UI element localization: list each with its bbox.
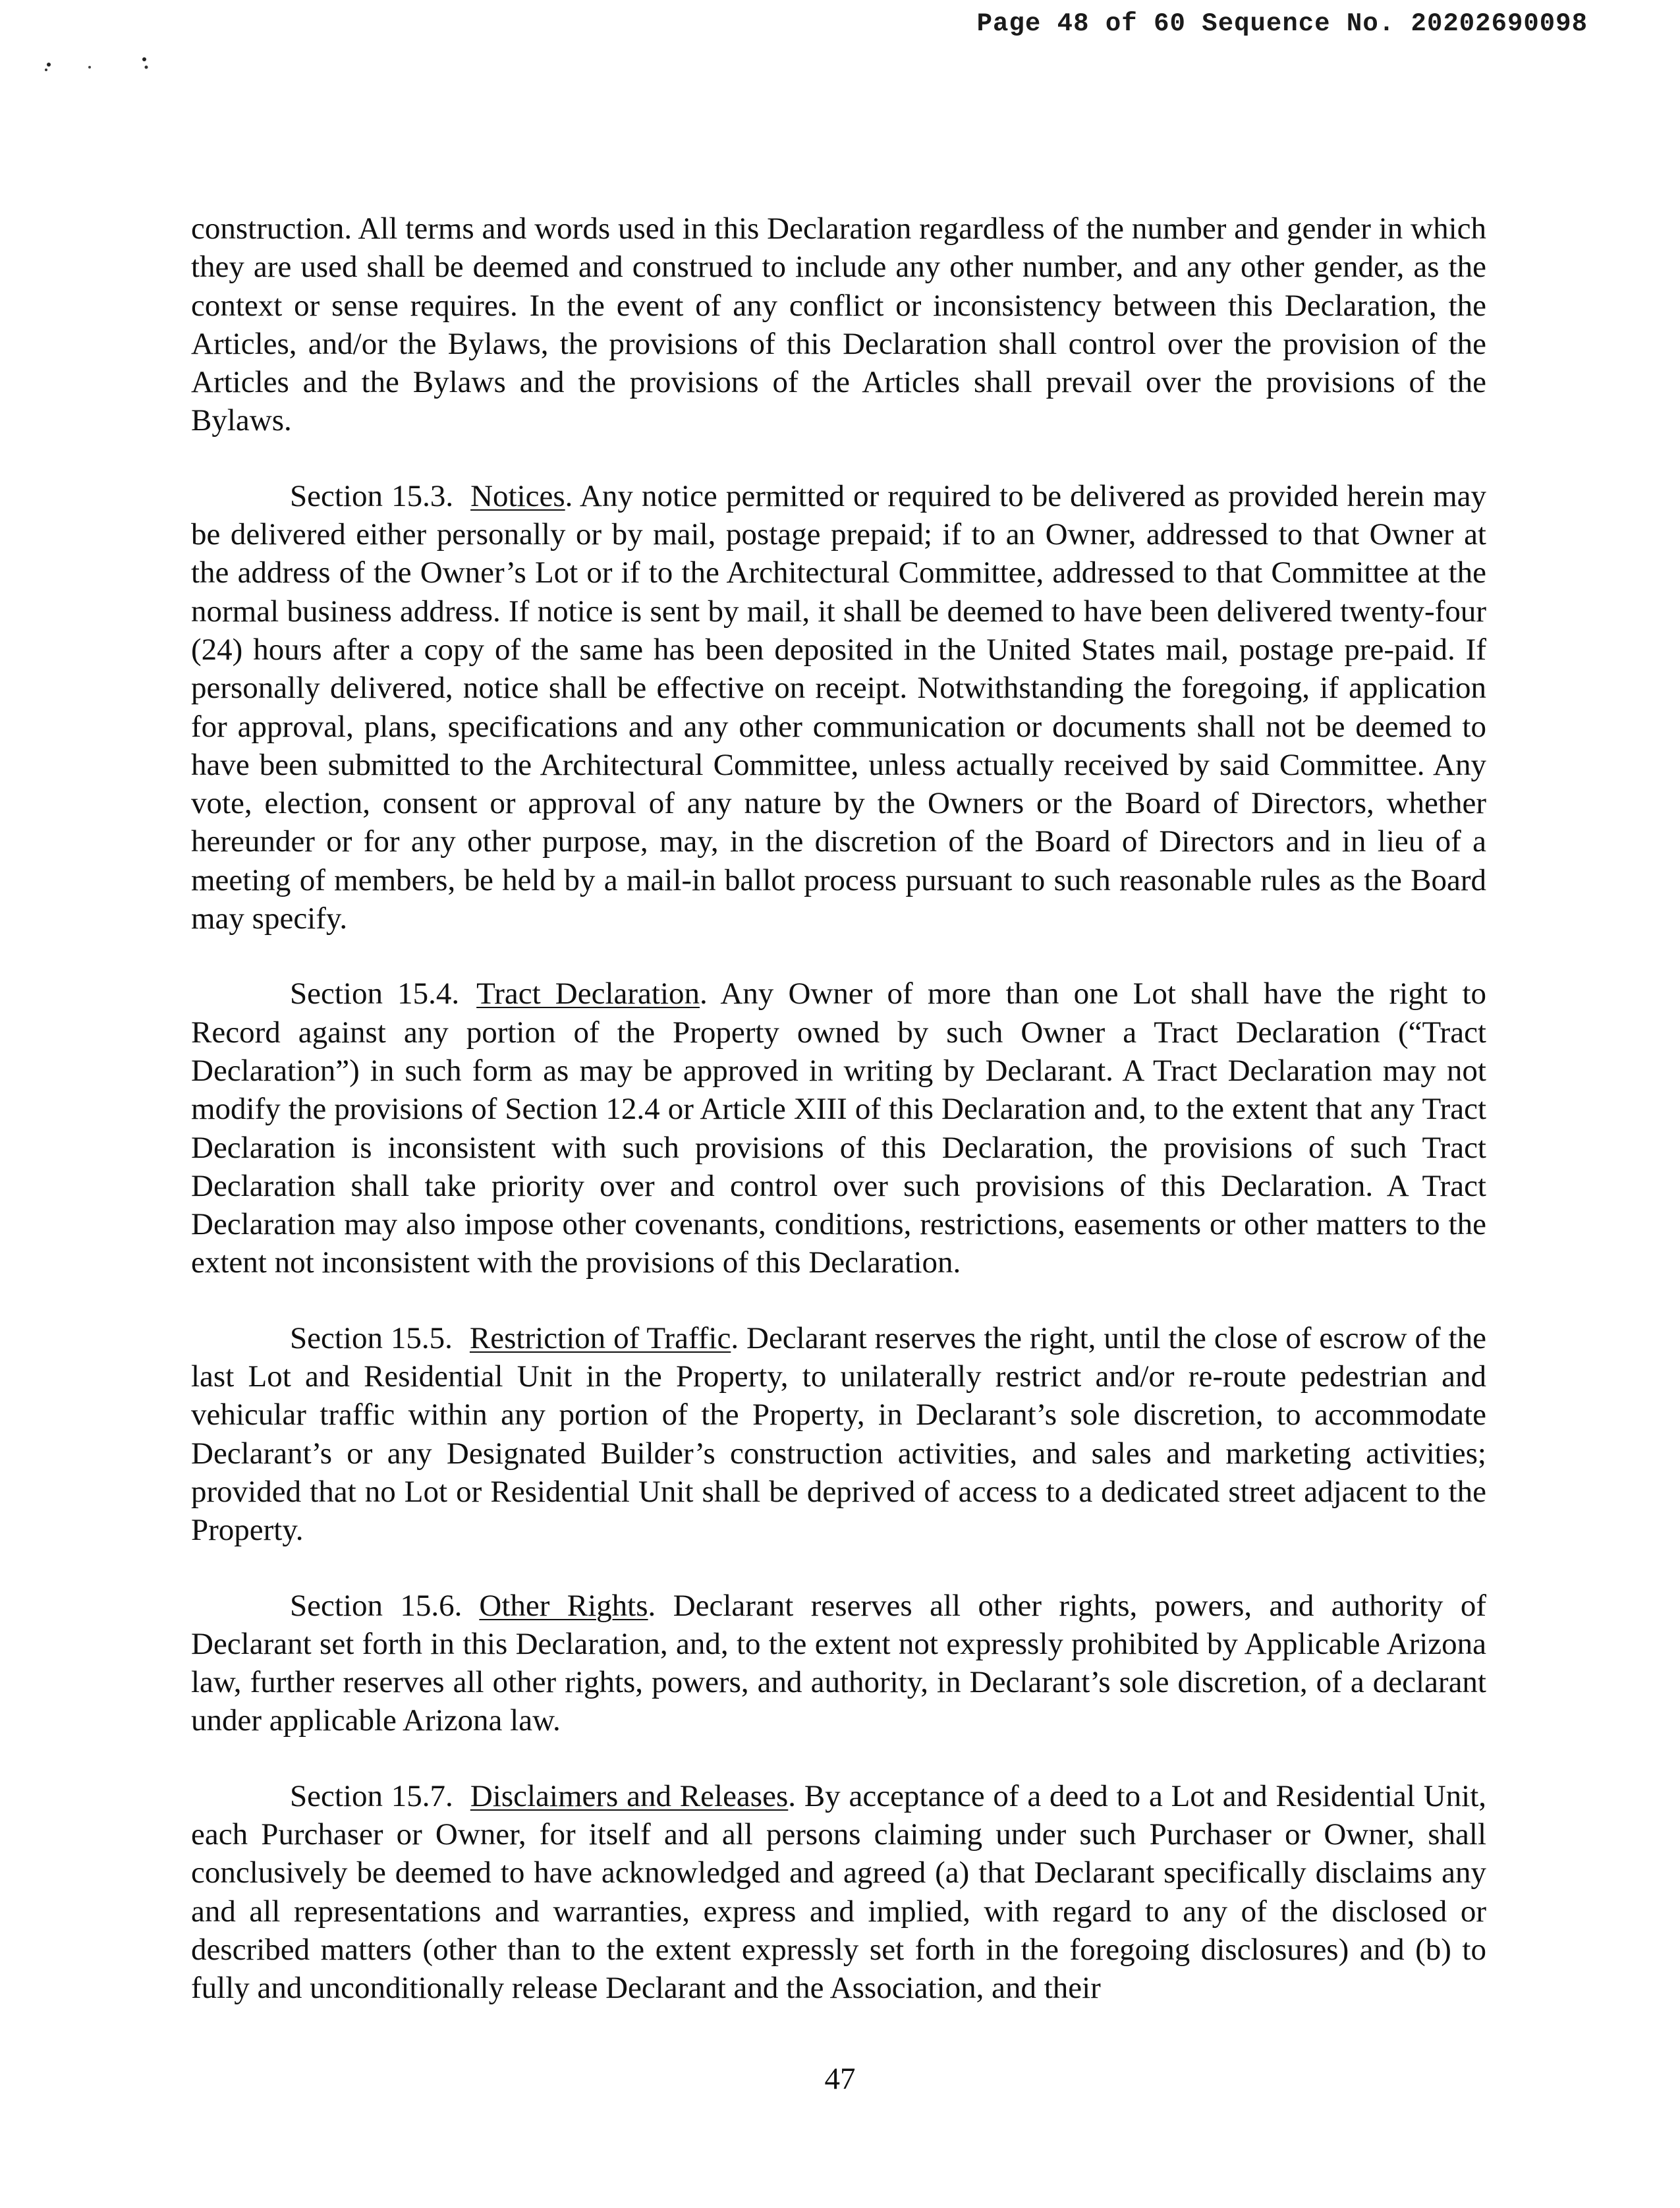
section-title: Tract Declaration [476, 977, 700, 1011]
section-text: . Any Owner of more than one Lot shall have the right to Record against any portion of the Property owned by such Owner a Tract Declaration (“Tract Declaration”) in such form as may be approved in writing by Declarant. A Tract Declaration may not modify the provisions of Section 12.4 or Article XIII of this Declaration and, to the extent that any Tract Declaration is inconsistent with such provisions of this Declaration, the provisions of such Tract Declaration shall take priority over and control over such provisions of this Declaration. A Tract Declaration may also impose other covenants, conditions, restrictions, easements or other matters to the extent not inconsistent with the provisions of this Declaration. [191, 977, 1487, 1280]
section-15-4 [191, 975, 1486, 1282]
page-number: 47 [824, 2062, 856, 2096]
section-title: Disclaimers and Releases [470, 1778, 789, 1813]
section-title: Restriction of Traffic [469, 1320, 731, 1355]
section-number: Section 15.3. [290, 478, 454, 513]
section-title: Notices [470, 478, 565, 513]
section-number: Section 15.5. [290, 1320, 453, 1355]
section-15-5 [191, 1319, 1486, 1550]
section-15-7 [191, 1777, 1486, 2008]
section-text: . Any notice permitted or required to be delivered as provided herein may be delivered either personally or by mail, postage prepaid; if to an Owner, addressed to that Owner at the address of the Owner’s Lot or if to the Architectural Committee, addressed to that Committee at the normal business address. If notice is sent by mail, it shall be deemed to have been delivered twenty-four (24) hours after a copy of the same has been deposited in the United States mail, postage pre-paid. If personally delivered, notice shall be effective on receipt. Notwithstanding the foregoing, if application for approval, plans, specifications and any other communication or documents shall not be deemed to have been submitted to the Architectural Committee, unless actually received by said Committee. Any vote, election, consent or approval of any nature by the Owners or the Board of Directors, whether hereunder or for any other purpose, may, in the discretion of the Board of Directors and in lieu of a meeting of members, be held by a mail-in ballot process pursuant to such reasonable rules as the Board may specify. [191, 478, 1486, 936]
section-number: Section 15.6. [290, 1588, 462, 1623]
section-15-3 [191, 477, 1486, 938]
section-15-6 [191, 1587, 1486, 1740]
section-text: . By acceptance of a deed to a Lot and Residential Unit, each Purchaser or Owner, for itself and all persons claiming under such Purchaser or Owner, shall conclusively be deemed to have acknowledged and agreed (a) that Declarant specifically disclaims any and all representations and warranties, express and implied, with regard to any of the disclosed or described matters (other than to the extent expressly set forth in the foregoing disclosures) and (b) to fully and unconditionally release Declarant and the Association, and their [191, 1778, 1487, 2006]
page-sequence-stamp: Page 48 of 60 Sequence No. 20202690098 [976, 9, 1588, 38]
section-number: Section 15.7. [290, 1778, 453, 1813]
continuation-paragraph: construction. All terms and words used in this Declaration regardless of the number and gender in which they are used shall be deemed and construed to include any other number, and any other gender, as the context or sense requires. In the event of any conflict or inconsistency between this Declaration, the Articles, and/or the Bylaws, the provisions of this Declaration shall control over the provision of the Articles and the Bylaws and the provisions of the Articles shall prevail over the provisions of the Bylaws. [191, 212, 1486, 438]
section-title: Other Rights [479, 1588, 648, 1623]
section-number: Section 15.4. [290, 977, 460, 1011]
section-text: . Declarant reserves all other rights, powers, and authority of Declarant set forth in this Declaration, and, to the extent not expressly prohibited by Applicable Arizona law, further reserves all other rights, powers, and authority, in Declarant’s sole discretion, of a declarant under applicable Arizona law. [191, 1588, 1486, 1738]
scan-specks [40, 51, 158, 84]
section-text: . Declarant reserves the right, until the close of escrow of the last Lot and Residential Unit in the Property, to unilaterally restrict and/or re-route pedestrian and vehicular traffic within any portion of the Property, in Declarant’s sole discretion, to accommodate Declarant’s or any Designated Builder’s construction activities, and sales and marketing activities; provided that no Lot or Residential Unit shall be deprived of access to a dedicated street adjacent to the Property. [191, 1320, 1486, 1548]
document-body [191, 210, 1486, 2044]
